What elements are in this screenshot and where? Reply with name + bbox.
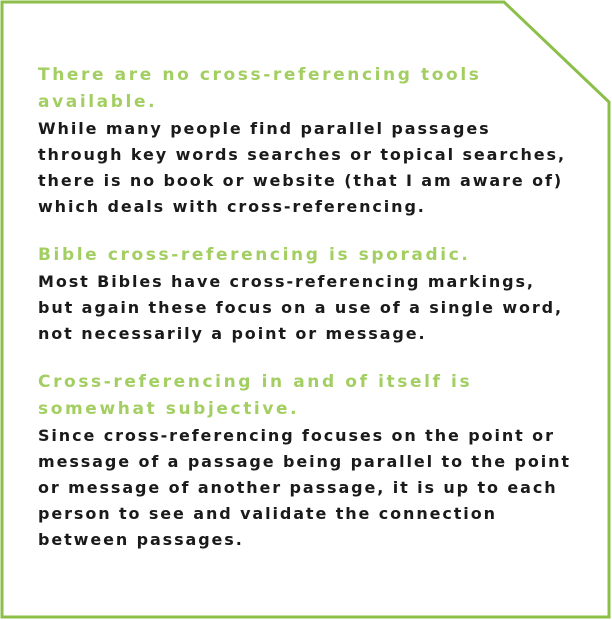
section-heading: Bible cross-referencing is sporadic. [38, 245, 471, 265]
section-body: While many people find parallel passages through key words searches or topical searches, there is no book or website (that I am aware of) which deals with cross-referencing. [38, 119, 566, 216]
section-body: Since cross-referencing focuses on the point or message of a passage being parallel to the point or message of another passage, it is up to each person to see and validate the connection between passages. [38, 426, 571, 549]
callout-content [38, 62, 578, 575]
section-sporadic [38, 242, 578, 347]
section-heading: There are no cross-referencing tools available. [38, 65, 482, 112]
section-heading: Cross-referencing in and of itself is somewhat subjective. [38, 372, 473, 419]
section-subjective [38, 369, 578, 553]
section-no-tools [38, 62, 578, 220]
section-body: Most Bibles have cross-referencing markings, but again these focus on a use of a single word, not necessarily a point or message. [38, 272, 564, 343]
